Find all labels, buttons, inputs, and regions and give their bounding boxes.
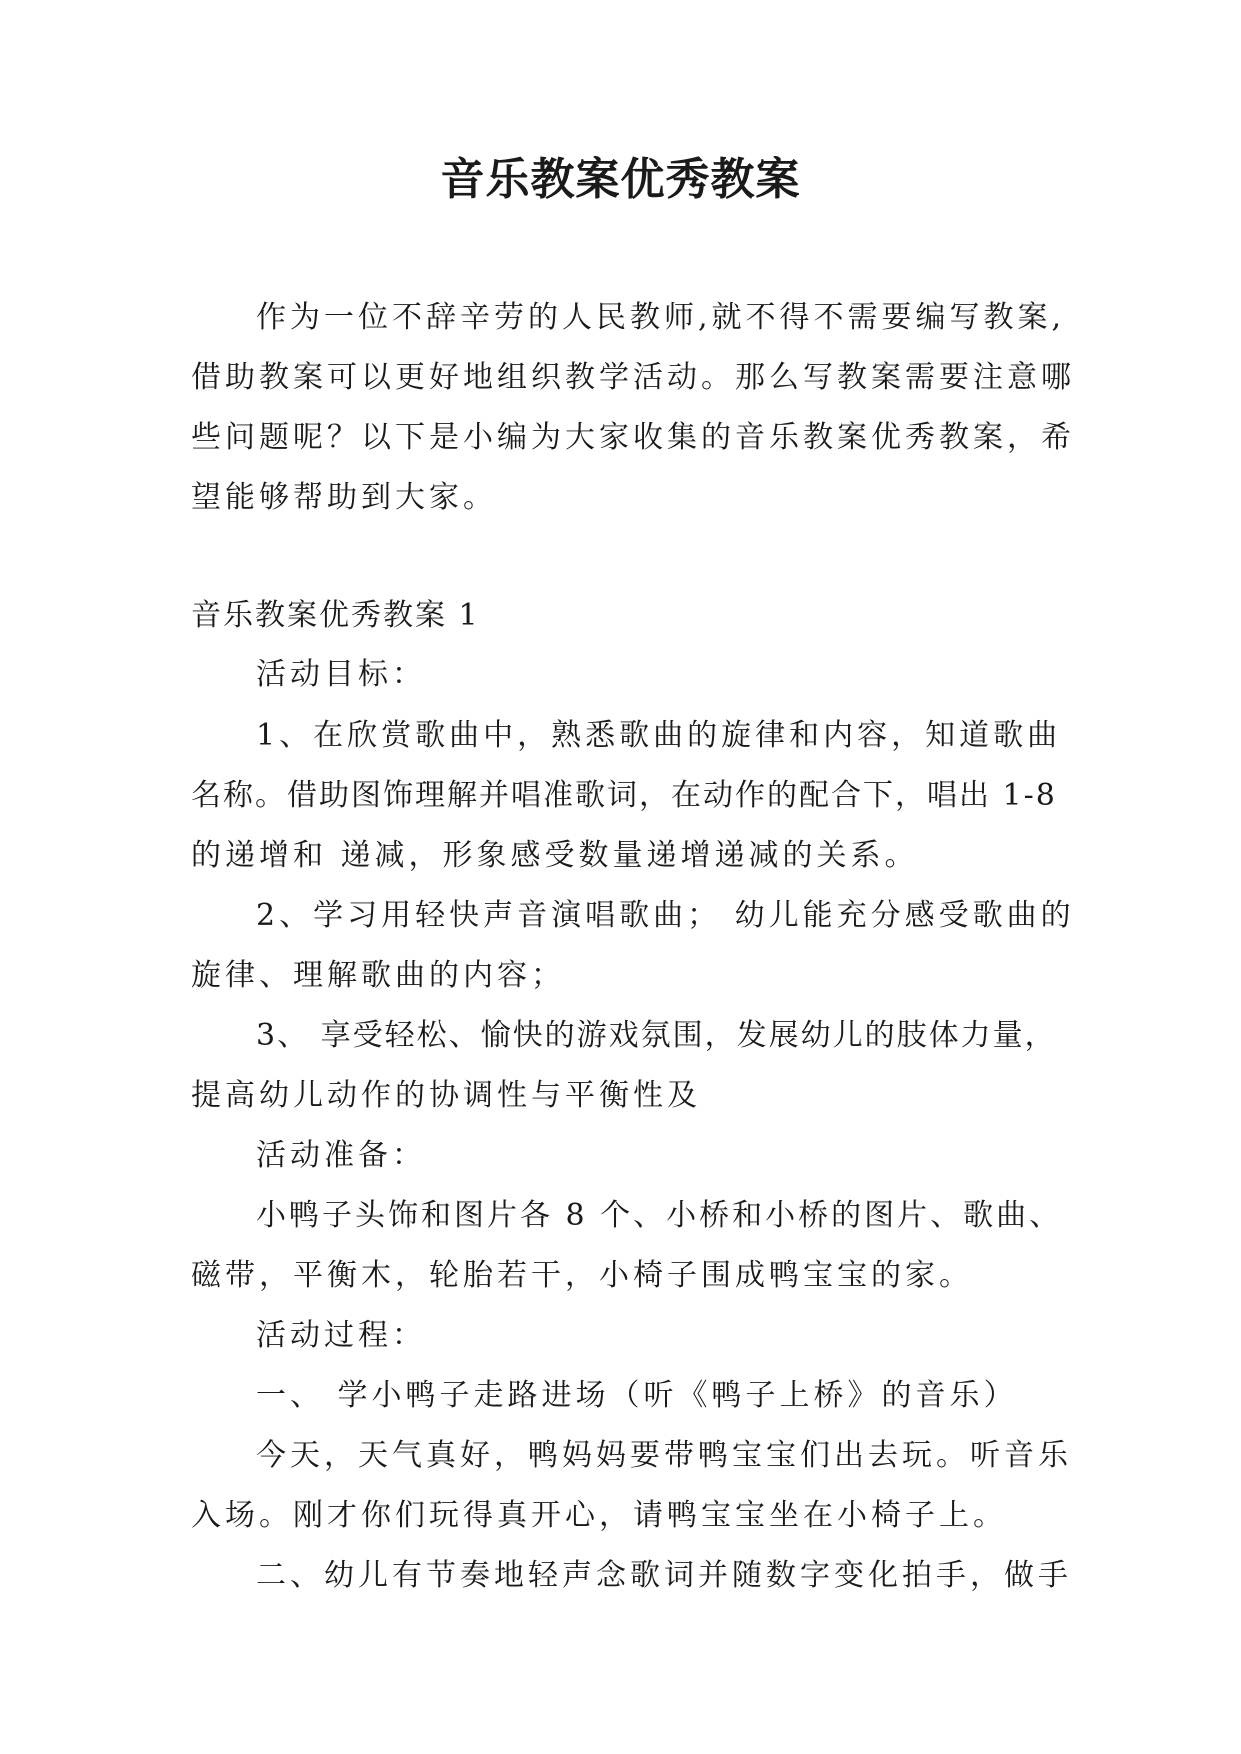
process-step-1: 一、 学小鸭子走路进场（听《鸭子上桥》的音乐） bbox=[256, 1378, 1018, 1413]
intro-line-3: 些问题呢？以下是小编为大家收集的音乐教案优秀教案，希 bbox=[191, 420, 1075, 455]
process-text-line-1: 今天，天气真好，鸭妈妈要带鸭宝宝们出去玩。听音乐 bbox=[256, 1438, 1072, 1473]
document-title: 音乐教案优秀教案 bbox=[440, 154, 801, 205]
goals-heading: 活动目标： bbox=[256, 657, 426, 692]
intro-line-2: 借助教案可以更好地组织教学活动。那么写教案需要注意哪 bbox=[191, 360, 1075, 395]
prep-heading: 活动准备： bbox=[256, 1138, 426, 1173]
goal-2-line-1: 2、学习用轻快声音演唱歌曲； 幼儿能充分感受歌曲的 bbox=[256, 898, 1075, 933]
goal-1-line-2: 名称。借助图饰理解并唱准歌词，在动作的配合下，唱出 1-8 bbox=[191, 778, 1057, 813]
process-text-line-2: 入场。刚才你们玩得真开心，请鸭宝宝坐在小椅子上。 bbox=[191, 1498, 1007, 1533]
process-step-2: 二、幼儿有节奏地轻声念歌词并随数字变化拍手，做手 bbox=[256, 1558, 1072, 1593]
goal-1-line-1: 1、在欣赏歌曲中，熟悉歌曲的旋律和内容，知道歌曲 bbox=[256, 718, 1062, 753]
intro-line-4: 望能够帮助到大家。 bbox=[191, 480, 497, 515]
process-heading: 活动过程： bbox=[256, 1318, 426, 1353]
prep-line-2: 磁带，平衡木，轮胎若干，小椅子围成鸭宝宝的家。 bbox=[191, 1258, 973, 1293]
goal-3-line-1: 3、 享受轻松、愉快的游戏氛围，发展幼儿的肢体力量， bbox=[256, 1018, 1057, 1053]
intro-line-1: 作为一位不辞辛劳的人民教师,就不得不需要编写教案, bbox=[256, 300, 1066, 335]
section-heading: 音乐教案优秀教案 1 bbox=[191, 598, 480, 633]
goal-2-line-2: 旋律、理解歌曲的内容； bbox=[191, 958, 565, 993]
prep-line-1: 小鸭子头饰和图片各 8 个、小桥和小桥的图片、歌曲、 bbox=[256, 1198, 1063, 1233]
goal-1-line-3: 的递增和 递减，形象感受数量递增递减的关系。 bbox=[191, 838, 919, 873]
goal-3-line-2: 提高幼儿动作的协调性与平衡性及 bbox=[191, 1078, 701, 1113]
